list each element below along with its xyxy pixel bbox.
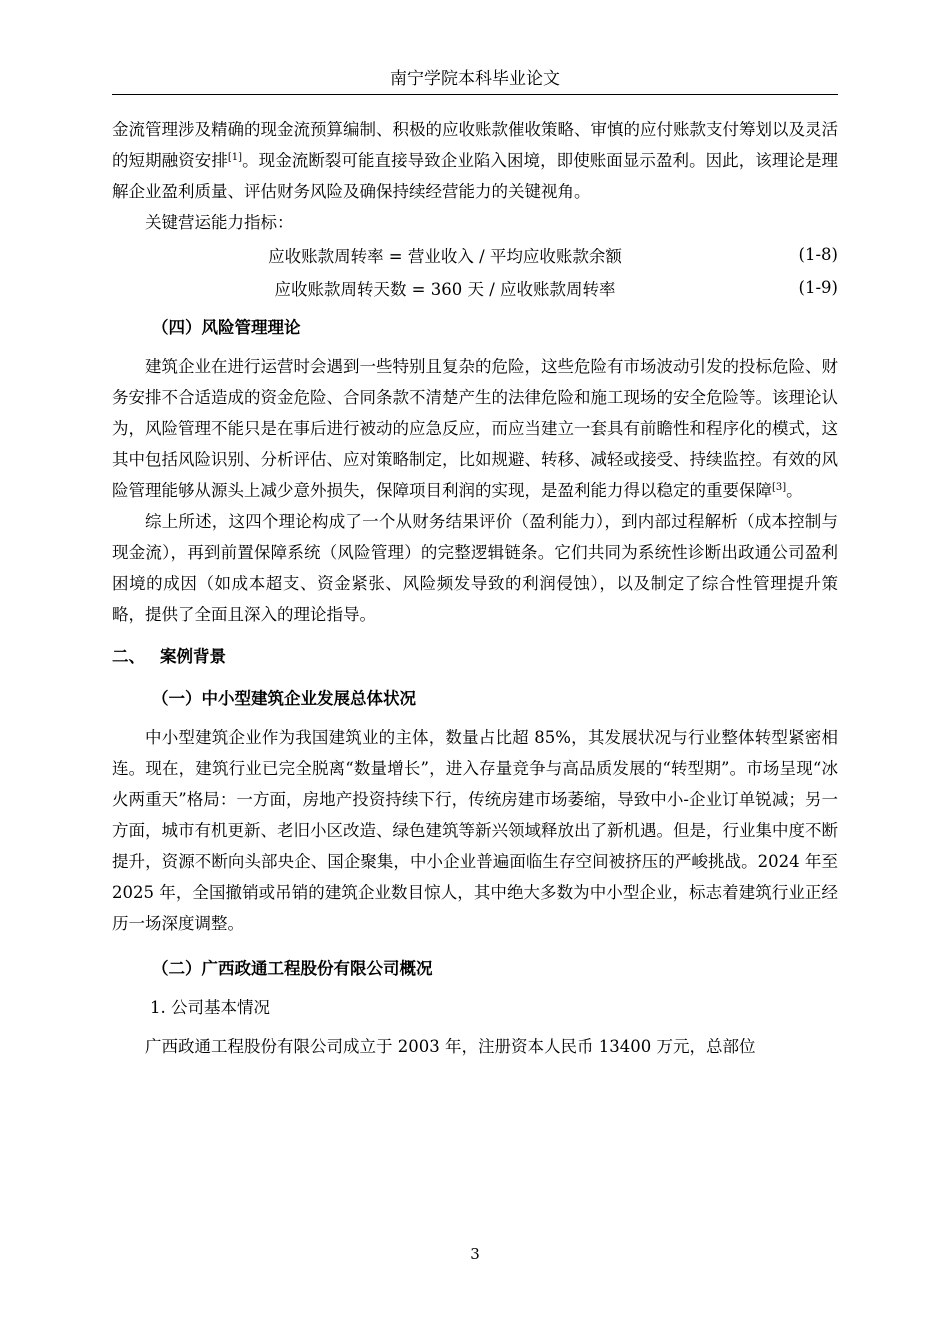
formula-number: (1-9) xyxy=(798,278,838,297)
subsection-heading: 1. 公司基本情况 xyxy=(150,998,270,1017)
paragraph: 关键营运能力指标： xyxy=(145,213,294,232)
page-number: 3 xyxy=(470,1245,480,1263)
running-header: 南宁学院本科毕业论文 xyxy=(390,69,560,89)
paragraph-text: 金流管理涉及精确的现金流预算编制、积极的应收账款催收策略、审慎的应付账款支付筹划以及灵活的短期融资安排 xyxy=(112,120,838,170)
section-heading: （二）广西政通工程股份有限公司概况 xyxy=(152,959,433,978)
paragraph: 中小型建筑企业作为我国建筑业的主体，数量占比超 85%，其发展状况与行业整体转型紧密相连。现在，建筑行业已完全脱离“数量增长”，进入存量竞争与高品质发展的“转型期”。市场呈现“冰火两重天”格局：一方面，房地产投资持续下行，传统房建市场萎缩，导致中小-企业订单锐减；另一方面，城市有机更新、老旧小区改造、绿色建筑等新兴领域释放出了新机遇。但是，行业集中度不断提升，资源不断向头部央企、国企聚集，中小企业普遍面临生存空间被挤压的严峻挑战。2024 年至 2025 年，全国撤销或吊销的建筑企业数目惊人，其中绝大多数为中小型企业，标志着建筑行业正经历一场深度调整。 xyxy=(112,728,838,933)
citation: [1] xyxy=(227,152,243,163)
section-heading: （一）中小型建筑企业发展总体状况 xyxy=(152,689,416,708)
header-rule xyxy=(112,94,838,95)
formula-expression: 应收账款周转率 = 营业收入 / 平均应收账款余额 xyxy=(268,246,622,266)
paragraph-text: 。 xyxy=(786,481,803,500)
formula-expression: 应收账款周转天数 = 360 天 / 应收账款周转率 xyxy=(274,279,616,299)
paragraph: 综上所述，这四个理论构成了一个从财务结果评价（盈利能力），到内部过程解析（成本控制与现金流），再到前置保障系统（风险管理）的完整逻辑链条。它们共同为系统性诊断出政通公司盈利困境的成因（如成本超支、资金紧张、风险频发导致的利润侵蚀），以及制定了综合性管理提升策略，提供了全面且深入的理论指导。 xyxy=(112,512,838,624)
formula-1-8 xyxy=(112,238,838,271)
paragraph-text: 建筑企业在进行运营时会遇到一些特别且复杂的危险，这些危险有市场波动引发的投标危险、财务安排不合适造成的资金危险、合同条款不清楚产生的法律危险和施工现场的安全危险等。该理论认为，风险管理不能只是在事后进行被动的应急反应，而应当建立一套具有前瞻性和程序化的模式，这其中包括风险识别、分析评估、应对策略制定，比如规避、转移、减轻或接受、持续监控。有效的风险管理能够从源头上减少意外损失，保障项目利润的实现，是盈利能力得以稳定的重要保障 xyxy=(112,357,838,500)
section-heading: （四）风险管理理论 xyxy=(152,318,301,337)
paragraph-text: 。现金流断裂可能直接导致企业陷入困境，即使账面显示盈利。因此，该理论是理解企业盈利质量、评估财务风险及确保持续经营能力的关键视角。 xyxy=(112,151,839,201)
paragraph: 广西政通工程股份有限公司成立于 2003 年，注册资本人民币 13400 万元，总部位 xyxy=(145,1037,756,1056)
chapter-number: 二、 xyxy=(112,647,145,666)
formula-1-9 xyxy=(112,271,838,304)
formula-number: (1-8) xyxy=(798,245,838,264)
chapter-heading xyxy=(112,641,838,672)
chapter-title: 案例背景 xyxy=(160,647,226,666)
page-body xyxy=(112,114,838,1062)
citation: [3] xyxy=(772,482,787,493)
paragraph xyxy=(112,114,838,207)
paragraph xyxy=(112,351,838,506)
